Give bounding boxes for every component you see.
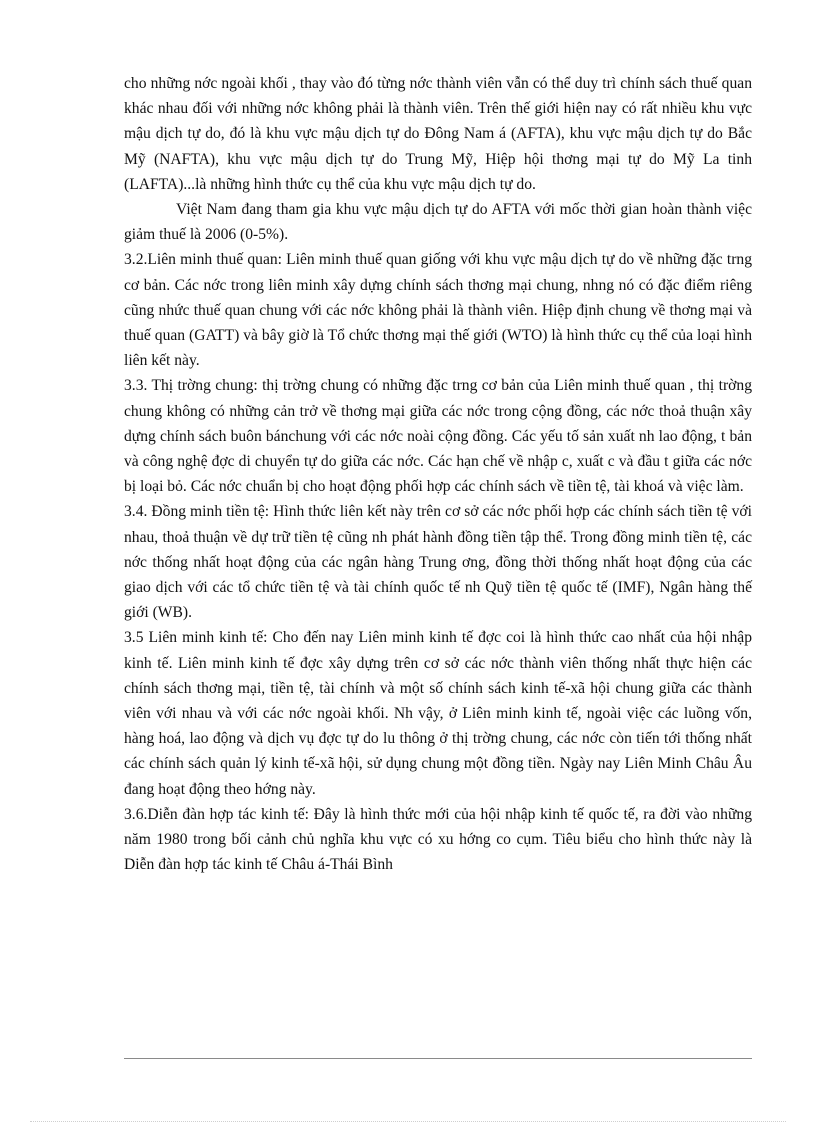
paragraph-free-trade-area-cont: cho những nớc ngoài khối , thay vào đó từng nớc thành viên vẫn có thể duy trì chính sách thuế quan khác nhau đối với những nớc không phải là thành viên. Trên thế giới hiện nay có rất nhiều khu vực mậu dịch tự do, đó là khu vực mậu dịch tự do Đông Nam á (AFTA), khu vực mậu dịch tự do Bắc Mỹ (NAFTA), khu vực mậu dịch tự do Trung Mỹ, Hiệp hội thơng mại tự do Mỹ La tinh (LAFTA)...là những hình thức cụ thể của khu vực mậu dịch tự do. — [124, 75, 752, 193]
document-body — [124, 71, 752, 878]
paragraph-common-market: 3.3. Thị trờng chung: thị trờng chung có những đặc trng cơ bản của Liên minh thuế quan , thị trờng chung không có những cản trở về thơng mại giữa các nớc trong cộng đồng, các nớc thoả thuận xây dựng chính sách buôn bánchung với các nớc noài cộng đồng. Các yếu tố sản xuất nh lao động, t bản và công nghệ đợc di chuyển tự do giữa các nớc. Các hạn chế về nhập c, xuất c và đầu t giữa các nớc bị loại bỏ. Các nớc chuẩn bị cho hoạt động phối hợp các chính sách về tiền tệ, tài khoá và việc làm. — [124, 377, 752, 496]
page-bottom-edge — [30, 1121, 786, 1122]
paragraph-economic-union: 3.5 Liên minh kinh tế: Cho đến nay Liên minh kinh tế đợc coi là hình thức cao nhất của hội nhập kinh tế. Liên minh kinh tế đợc xây dựng trên cơ sở các nớc thành viên thống nhất thực hiện các chính sách thơng mại, tiền tệ, tài chính và một số chính sách kinh tế-xã hội chung giữa các thành viên với nhau và với các nớc ngoài khối. Nh vậy, ở Liên minh kinh tế, ngoài việc các luồng vốn, hàng hoá, lao động và dịch vụ đợc tự do lu thông ở thị trờng chung, các nớc còn tiến tới thống nhất các chính sách quản lý kinh tế-xã hội, sử dụng chung một đồng tiền. Ngày nay Liên Minh Châu Âu đang hoạt động theo hớng này. — [124, 629, 752, 798]
paragraph-vietnam-afta: Việt Nam đang tham gia khu vực mậu dịch tự do AFTA với mốc thời gian hoàn thành việc giảm thuế là 2006 (0-5%). — [124, 201, 752, 244]
paragraph-economic-forum: 3.6.Diễn đàn hợp tác kinh tế: Đây là hình thức mới của hội nhập kinh tế quốc tế, ra đời vào những năm 1980 trong bối cảnh chủ nghĩa khu vực có xu hớng co cụm. Tiêu biểu cho hình thức này là Diễn đàn hợp tác kinh tế Châu á-Thái Bình — [124, 805, 752, 874]
footer-divider — [124, 1058, 752, 1059]
paragraph-customs-union: 3.2.Liên minh thuế quan: Liên minh thuế quan giống với khu vực mậu dịch tự do về những đặc trng cơ bản. Các nớc trong liên minh xây dựng chính sách thơng mại chung, nhng nó có đặc điểm riêng cũng nhức thuế quan chung với các nớc không phải là thành viên. Hiệp định chung về thơng mại và thuế quan (GATT) và bây giờ là Tổ chức thơng mại thế giới (WTO) là hình thức cụ thể của loại hình liên kết này. — [124, 251, 752, 370]
paragraph-monetary-union: 3.4. Đồng minh tiền tệ: Hình thức liên kết này trên cơ sở các nớc phối hợp các chính sách tiền tệ với nhau, thoả thuận về dự trữ tiền tệ cũng nh phát hành đồng tiền tập thể. Trong đồng minh tiền tệ, các nớc thống nhất hoạt động của các ngân hàng Trung ơng, đồng thời thống nhất hoạt động của các giao dịch với các tổ chức tiền tệ và tài chính quốc tế nh Quỹ tiền tệ quốc tế (IMF), Ngân hàng thế giới (WB). — [124, 503, 752, 622]
